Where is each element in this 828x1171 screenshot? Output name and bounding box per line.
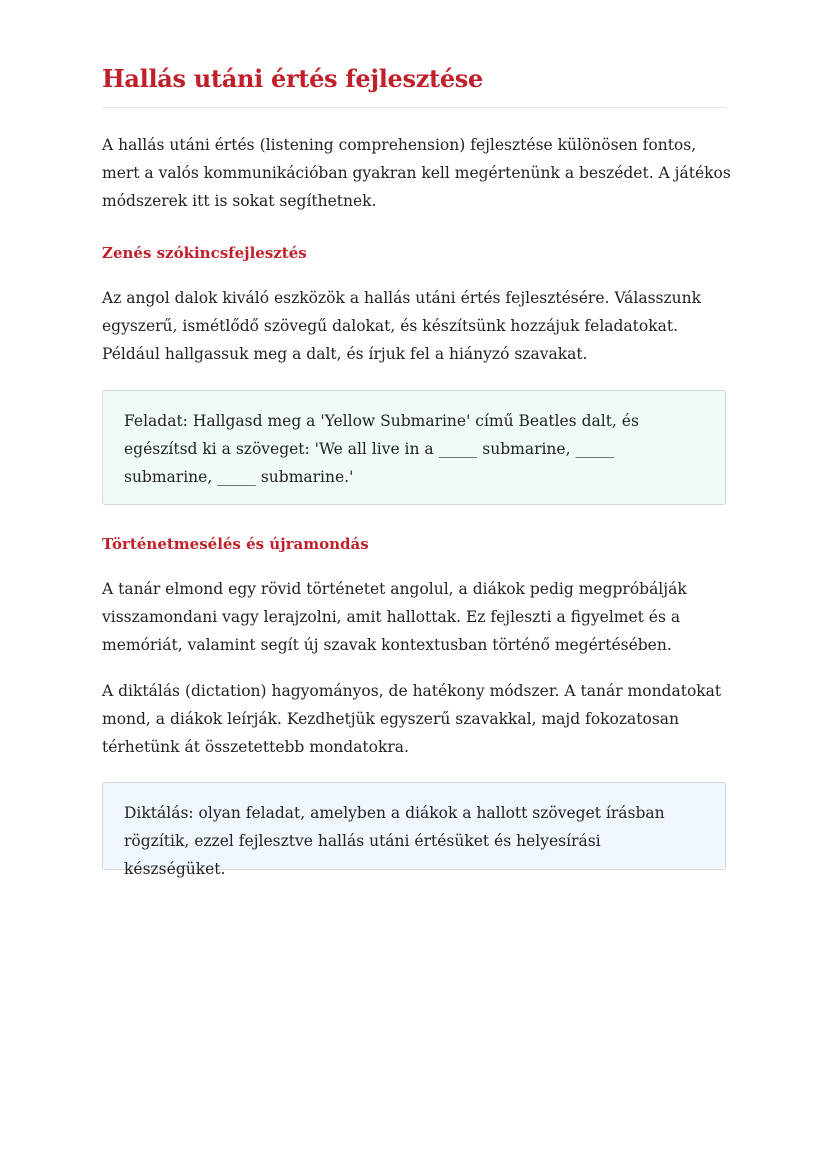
dictation-paragraph: A diktálás (dictation) hagyományos, de hatékony módszer. A tanár mondatokat mond, a diákok leírják. Kezdhetjük egyszerű szavakkal, majd fokozatosan térhetünk át összetettebb mondatokra. [102,682,722,756]
definition-box [102,782,726,878]
title-divider [102,107,726,108]
task-text: Feladat: Hallgasd meg a 'Yellow Submarine' című Beatles dalt, és egészítsd ki a szöveget: 'We all live in a _____ submarine, _____ submarine, _____ submarine.' [124,412,639,486]
section-heading-music: Zenés szókincsfejlesztés [102,244,307,262]
definition-text: Diktálás: olyan feladat, amelyben a diákok a hallott szöveget írásban rögzítik, ezzel fejlesztve hallás utáni értésüket és helyesírási készségüket. [124,804,665,878]
intro-paragraph: A hallás utáni értés (listening comprehension) fejlesztése különösen fontos, mert a valós kommunikációban gyakran kell megértenünk a beszédet. A játékos módszerek itt is sokat segíthetnek. [102,136,731,210]
section-heading-storytelling: Történetmesélés és újramondás [102,535,369,553]
task-box [102,390,726,505]
music-paragraph: Az angol dalok kiváló eszközök a hallás utáni értés fejlesztésére. Válasszunk egyszerű, ismétlődő szövegű dalokat, és készítsünk hozzájuk feladatokat. Például hallgassuk meg a dalt, és írjuk fel a hiányzó szavakat. [102,289,702,363]
storytelling-paragraph: A tanár elmond egy rövid történetet angolul, a diákok pedig megpróbálják visszamondani vagy lerajzolni, amit hallottak. Ez fejleszti a figyelmet és a memóriát, valamint segít új szavak kontextusban történő megértésében. [102,580,687,654]
page-title: Hallás utáni értés fejlesztése [102,64,483,93]
